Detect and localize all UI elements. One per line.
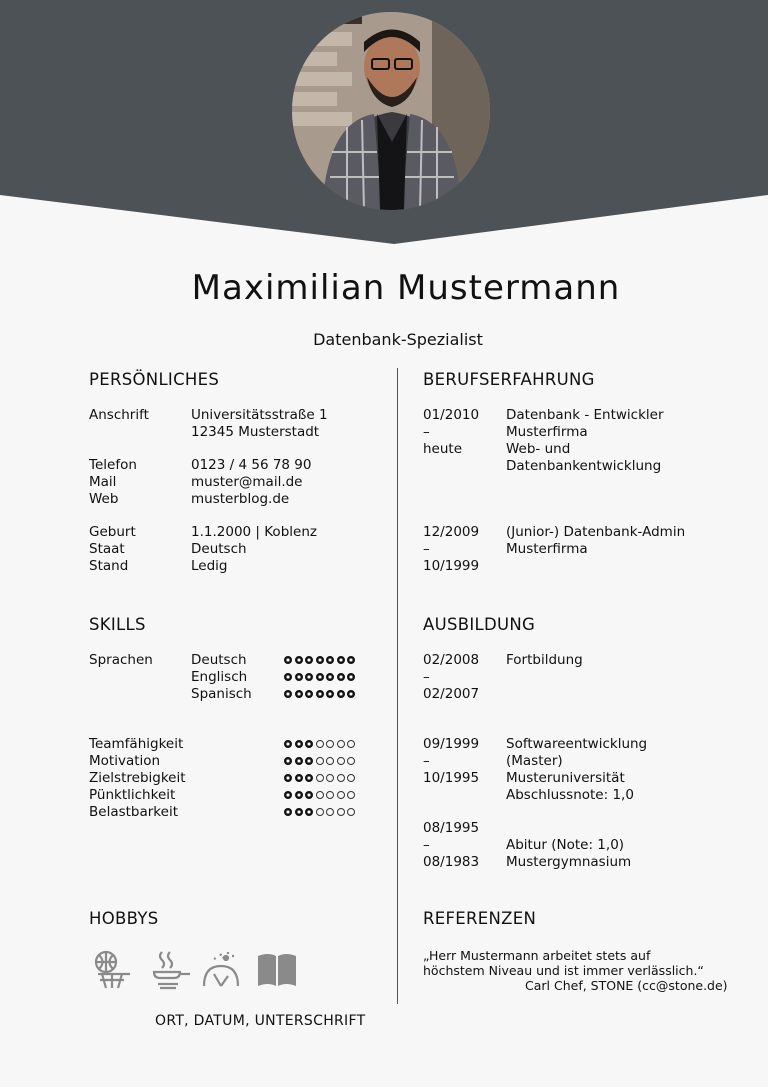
rating-dot-filled bbox=[316, 656, 324, 664]
rating-dot-filled bbox=[305, 690, 313, 698]
rating-dot-empty bbox=[347, 791, 355, 799]
column-divider bbox=[397, 368, 398, 1004]
experience-desc: Web- und bbox=[506, 441, 571, 457]
rating-dot-filled bbox=[305, 656, 313, 664]
rating-dot-empty bbox=[337, 740, 345, 748]
rating-dot-filled bbox=[284, 690, 292, 698]
rating-dot-empty bbox=[316, 757, 324, 765]
rating-dot-filled bbox=[295, 690, 303, 698]
education-date: – bbox=[423, 669, 430, 685]
language-name: Englisch bbox=[191, 669, 248, 685]
rating-dot-empty bbox=[326, 740, 334, 748]
rating-dots bbox=[284, 690, 355, 698]
rating-dot-filled bbox=[347, 656, 355, 664]
education-date: 09/1999 bbox=[423, 736, 480, 752]
rating-dot-empty bbox=[326, 808, 334, 816]
rating-dots bbox=[284, 774, 355, 782]
rating-dot-filled bbox=[295, 673, 303, 681]
rating-dot-empty bbox=[347, 757, 355, 765]
language-name: Spanisch bbox=[191, 686, 252, 702]
education-date: – bbox=[423, 837, 430, 853]
rating-dot-filled bbox=[316, 673, 324, 681]
rating-dot-filled bbox=[295, 757, 303, 765]
personal-label: Mail bbox=[89, 474, 117, 490]
rating-dot-filled bbox=[326, 673, 334, 681]
experience-desc: Datenbank - Entwickler bbox=[506, 407, 664, 423]
personal-label: Telefon bbox=[89, 457, 137, 473]
rating-dot-empty bbox=[316, 791, 324, 799]
rating-dot-filled bbox=[284, 774, 292, 782]
skills-languages-label: Sprachen bbox=[89, 652, 153, 668]
experience-date: – bbox=[423, 424, 430, 440]
rating-dots bbox=[284, 808, 355, 816]
rating-dot-filled bbox=[284, 740, 292, 748]
rating-dot-filled bbox=[316, 690, 324, 698]
rating-dot-filled bbox=[337, 673, 345, 681]
rating-dot-filled bbox=[284, 673, 292, 681]
experience-date: 10/1999 bbox=[423, 558, 480, 574]
rating-dots bbox=[284, 757, 355, 765]
education-desc: Abitur (Note: 1,0) bbox=[506, 837, 625, 853]
rating-dot-empty bbox=[316, 774, 324, 782]
experience-date: 12/2009 bbox=[423, 524, 480, 540]
cooking-icon bbox=[150, 948, 192, 990]
section-skills: SKILLS bbox=[89, 615, 146, 634]
skill-name: Teamfähigkeit bbox=[89, 736, 184, 752]
rating-dot-filled bbox=[337, 656, 345, 664]
rating-dot-empty bbox=[337, 808, 345, 816]
book-icon bbox=[256, 948, 298, 990]
rating-dot-empty bbox=[347, 774, 355, 782]
reference-author: Carl Chef, STONE (cc@stone.de) bbox=[525, 978, 728, 993]
job-title: Datenbank-Spezialist bbox=[313, 330, 483, 349]
reference-quote: „Herr Mustermann arbeitet stets auf bbox=[423, 948, 651, 963]
rating-dot-filled bbox=[305, 757, 313, 765]
education-desc: Musteruniversität bbox=[506, 770, 625, 786]
rating-dot-filled bbox=[284, 757, 292, 765]
education-date: 02/2007 bbox=[423, 686, 480, 702]
rating-dot-empty bbox=[337, 757, 345, 765]
experience-date: – bbox=[423, 541, 430, 557]
rating-dot-filled bbox=[295, 774, 303, 782]
section-education: AUSBILDUNG bbox=[423, 615, 536, 634]
rating-dot-filled bbox=[295, 808, 303, 816]
basketball-icon bbox=[90, 948, 132, 990]
rating-dot-empty bbox=[337, 774, 345, 782]
rating-dot-filled bbox=[284, 808, 292, 816]
skill-name: Belastbarkeit bbox=[89, 804, 178, 820]
reference-quote: höchstem Niveau und ist immer verlässlich.“ bbox=[423, 963, 704, 978]
rating-dot-filled bbox=[305, 673, 313, 681]
rating-dots bbox=[284, 740, 355, 748]
rating-dot-empty bbox=[347, 808, 355, 816]
personal-value: muster@mail.de bbox=[191, 474, 303, 490]
personal-label: Anschrift bbox=[89, 407, 149, 423]
education-date: 02/2008 bbox=[423, 652, 480, 668]
experience-desc: (Junior-) Datenbank-Admin bbox=[506, 524, 686, 540]
rating-dot-empty bbox=[326, 791, 334, 799]
rating-dots bbox=[284, 791, 355, 799]
education-desc: Fortbildung bbox=[506, 652, 583, 668]
skill-name: Motivation bbox=[89, 753, 161, 769]
education-date: 08/1995 bbox=[423, 820, 480, 836]
rating-dot-filled bbox=[305, 774, 313, 782]
person-name: Maximilian Mustermann bbox=[191, 268, 621, 308]
personal-value: musterblog.de bbox=[191, 491, 290, 507]
rating-dot-empty bbox=[326, 757, 334, 765]
rating-dot-filled bbox=[305, 740, 313, 748]
rating-dot-filled bbox=[284, 791, 292, 799]
section-personal: PERSÖNLICHES bbox=[89, 370, 220, 389]
education-desc: Softwareentwicklung bbox=[506, 736, 648, 752]
education-date: 10/1995 bbox=[423, 770, 480, 786]
personal-value: Ledig bbox=[191, 558, 228, 574]
rating-dots bbox=[284, 656, 355, 664]
rating-dot-filled bbox=[337, 690, 345, 698]
rating-dot-empty bbox=[326, 774, 334, 782]
personal-value: 0123 / 4 56 78 90 bbox=[191, 457, 312, 473]
profile-photo bbox=[292, 12, 490, 210]
personal-label: Staat bbox=[89, 541, 125, 557]
education-date: 08/1983 bbox=[423, 854, 480, 870]
personal-value: Universitätsstraße 1 bbox=[191, 407, 328, 423]
rating-dot-filled bbox=[347, 690, 355, 698]
personal-value: Deutsch bbox=[191, 541, 247, 557]
section-hobbies: HOBBYS bbox=[89, 909, 159, 928]
section-experience: BERUFSERFAHRUNG bbox=[423, 370, 595, 389]
education-desc: Abschlussnote: 1,0 bbox=[506, 787, 634, 803]
rating-dot-filled bbox=[295, 656, 303, 664]
personal-label: Geburt bbox=[89, 524, 136, 540]
experience-desc: Datenbankentwicklung bbox=[506, 458, 662, 474]
rating-dot-filled bbox=[305, 791, 313, 799]
personal-value: 12345 Musterstadt bbox=[191, 424, 320, 440]
rating-dot-filled bbox=[295, 791, 303, 799]
personal-value: 1.1.2000 | Koblenz bbox=[191, 524, 317, 540]
rating-dot-empty bbox=[316, 808, 324, 816]
education-date: – bbox=[423, 753, 430, 769]
rating-dot-filled bbox=[295, 740, 303, 748]
section-references: REFERENZEN bbox=[423, 909, 537, 928]
education-desc: (Master) bbox=[506, 753, 563, 769]
rating-dot-filled bbox=[326, 690, 334, 698]
language-name: Deutsch bbox=[191, 652, 247, 668]
education-desc: Mustergymnasium bbox=[506, 854, 632, 870]
signature-line: ORT, DATUM, UNTERSCHRIFT bbox=[155, 1013, 366, 1029]
rating-dot-filled bbox=[347, 673, 355, 681]
rating-dot-filled bbox=[305, 808, 313, 816]
rating-dot-filled bbox=[284, 656, 292, 664]
rating-dot-empty bbox=[337, 791, 345, 799]
gardening-icon bbox=[200, 948, 242, 990]
rating-dot-filled bbox=[326, 656, 334, 664]
experience-date: 01/2010 bbox=[423, 407, 480, 423]
rating-dot-empty bbox=[316, 740, 324, 748]
rating-dots bbox=[284, 673, 355, 681]
experience-desc: Musterfirma bbox=[506, 541, 588, 557]
skill-name: Pünktlichkeit bbox=[89, 787, 176, 803]
personal-label: Web bbox=[89, 491, 119, 507]
rating-dot-empty bbox=[347, 740, 355, 748]
skill-name: Zielstrebigkeit bbox=[89, 770, 186, 786]
personal-label: Stand bbox=[89, 558, 129, 574]
experience-desc: Musterfirma bbox=[506, 424, 588, 440]
experience-date: heute bbox=[423, 441, 463, 457]
